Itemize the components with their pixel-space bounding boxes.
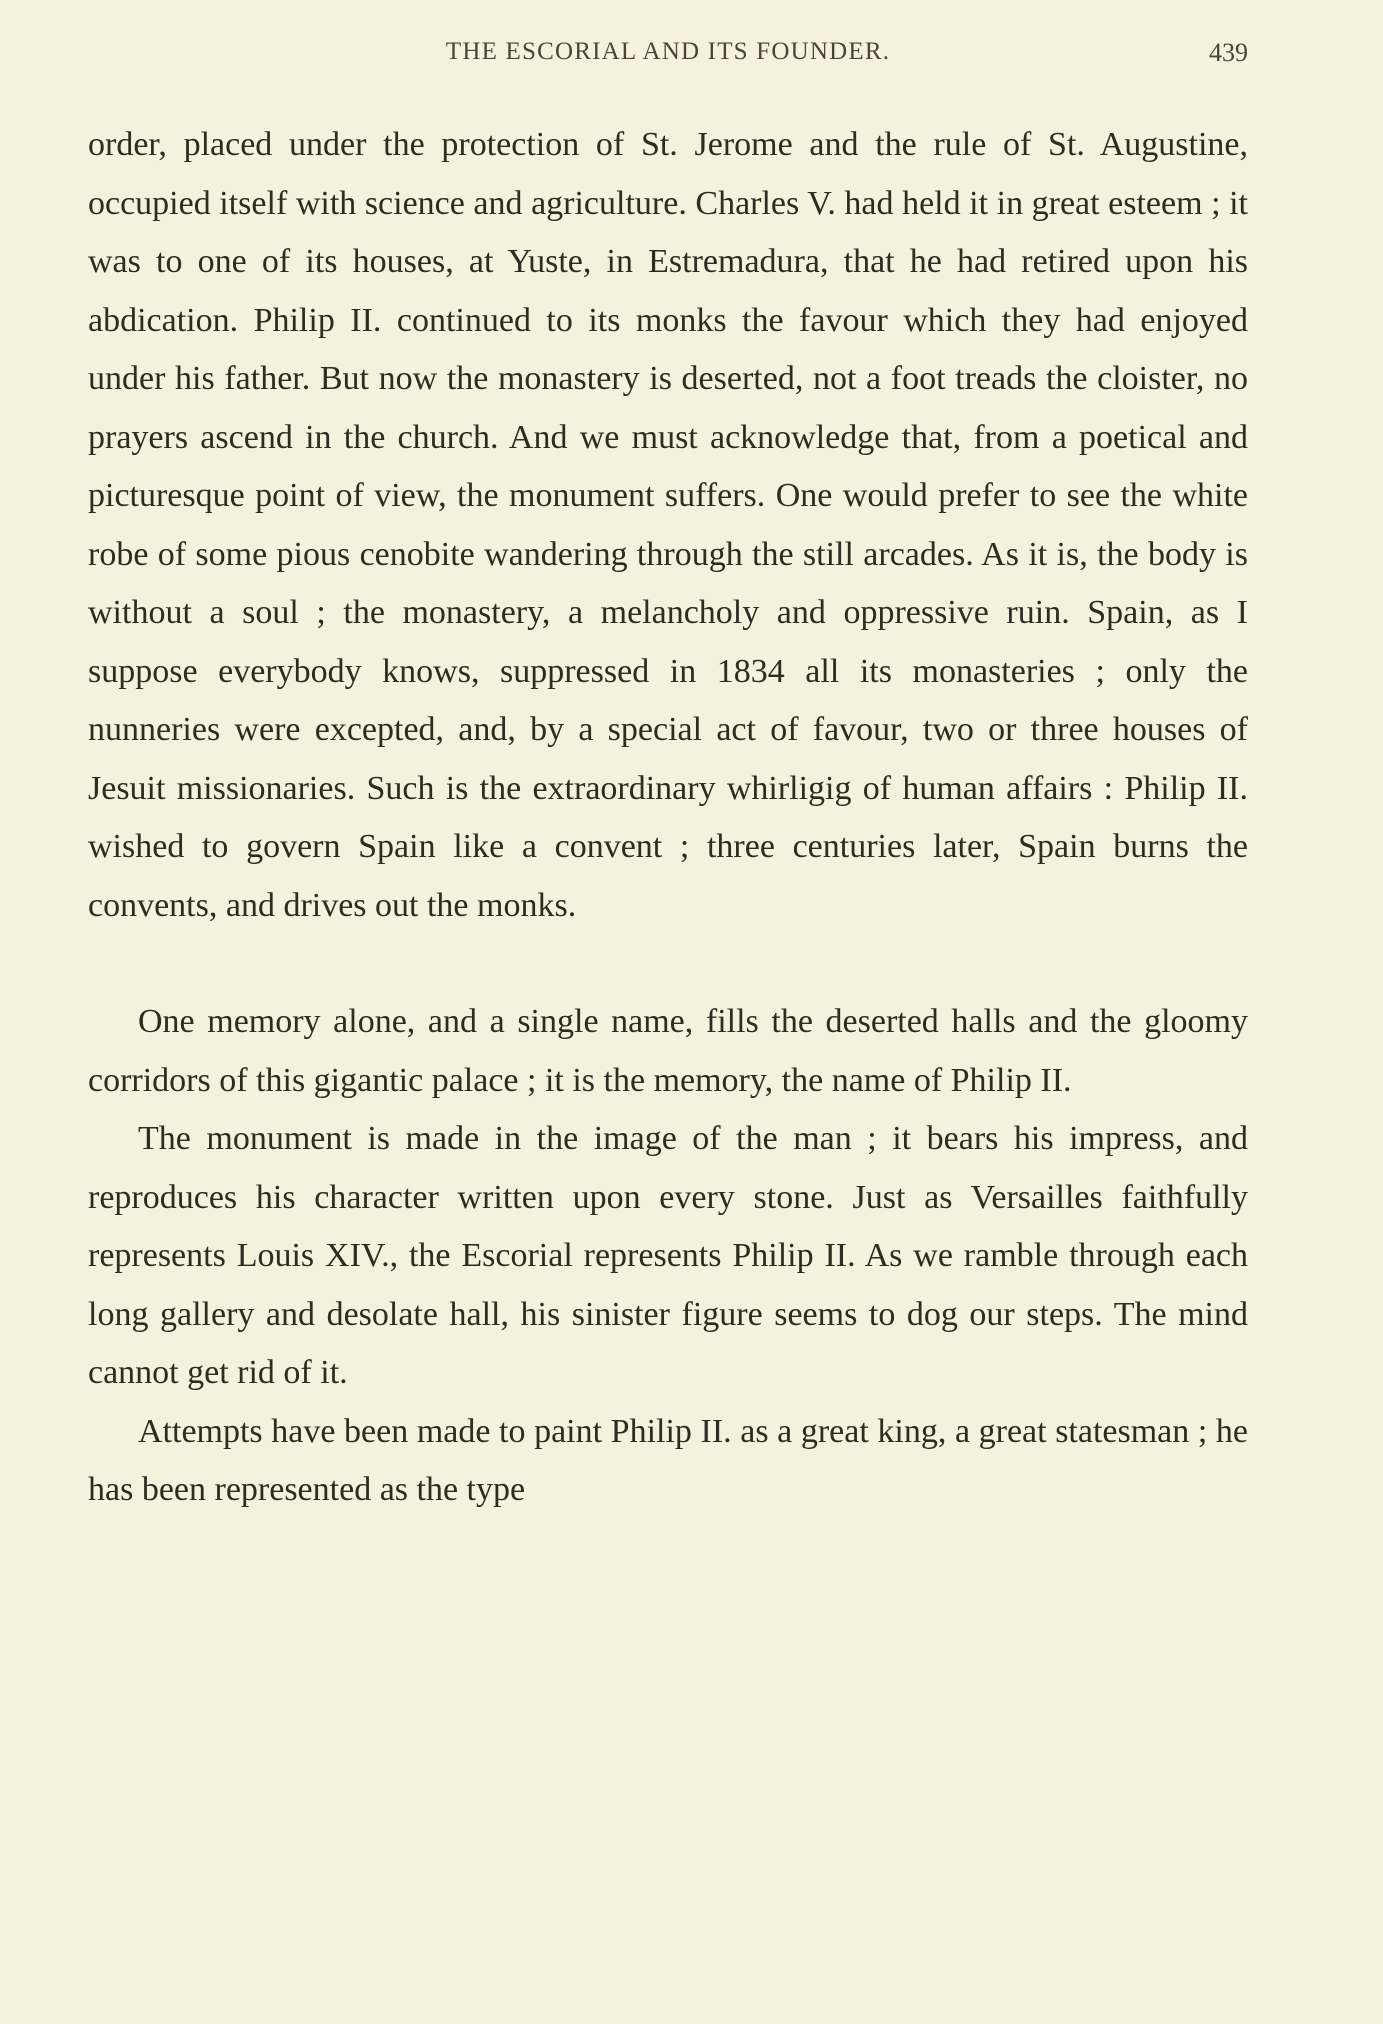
paragraph: Attempts have been made to paint Philip II. as a great king, a great statesman ; he has been represented as the type xyxy=(88,1412,1248,1508)
running-title: THE ESCORIAL AND ITS FOUNDER. xyxy=(445,38,891,65)
paragraph-continued: order, placed under the protection of St. Jerome and the rule of St. Augustine, occupied itself with science and agriculture. Charles V. had held it in great esteem ; it was to one of its houses, at Yuste, in Estremadura, that he had retired upon his abdication. Philip II. continued to its monks the favour which they had enjoyed under his father. But now the monastery is deserted, not a foot treads the cloister, no prayers ascend in the church. And we must acknowledge that, from a poetical and picturesque point of view, the monument suffers. One would prefer to see the white robe of some pious cenobite wandering through the still arcades. As it is, the body is without a soul ; the monastery, a melancholy and oppressive ruin. Spain, as I suppose everybody knows, suppressed in 1834 all its monasteries ; only the nunneries were excepted, and, by a special act of favour, two or three houses of Jesuit missionaries. Such is the extraordinary whirligig of human affairs : Philip II. wished to govern Spain like a convent ; three centuries later, Spain burns the convents, and drives out the monks. xyxy=(88,126,1248,924)
running-head xyxy=(88,38,1248,78)
page-number: 439 xyxy=(1209,38,1248,67)
section-gap xyxy=(88,935,1248,993)
body-text xyxy=(88,116,1248,1520)
paragraph: The monument is made in the image of the man ; it bears his impress, and reproduces his character written upon every stone. Just as Versailles faithfully represents Louis XIV., the Escorial represents Philip II. As we ramble through each long gallery and desolate hall, his sinister figure seems to dog our steps. The mind cannot get rid of it. xyxy=(88,1120,1248,1391)
paragraph: One memory alone, and a single name, fills the deserted halls and the gloomy corridors of this gigantic palace ; it is the memory, the name of Philip II. xyxy=(88,1003,1248,1099)
